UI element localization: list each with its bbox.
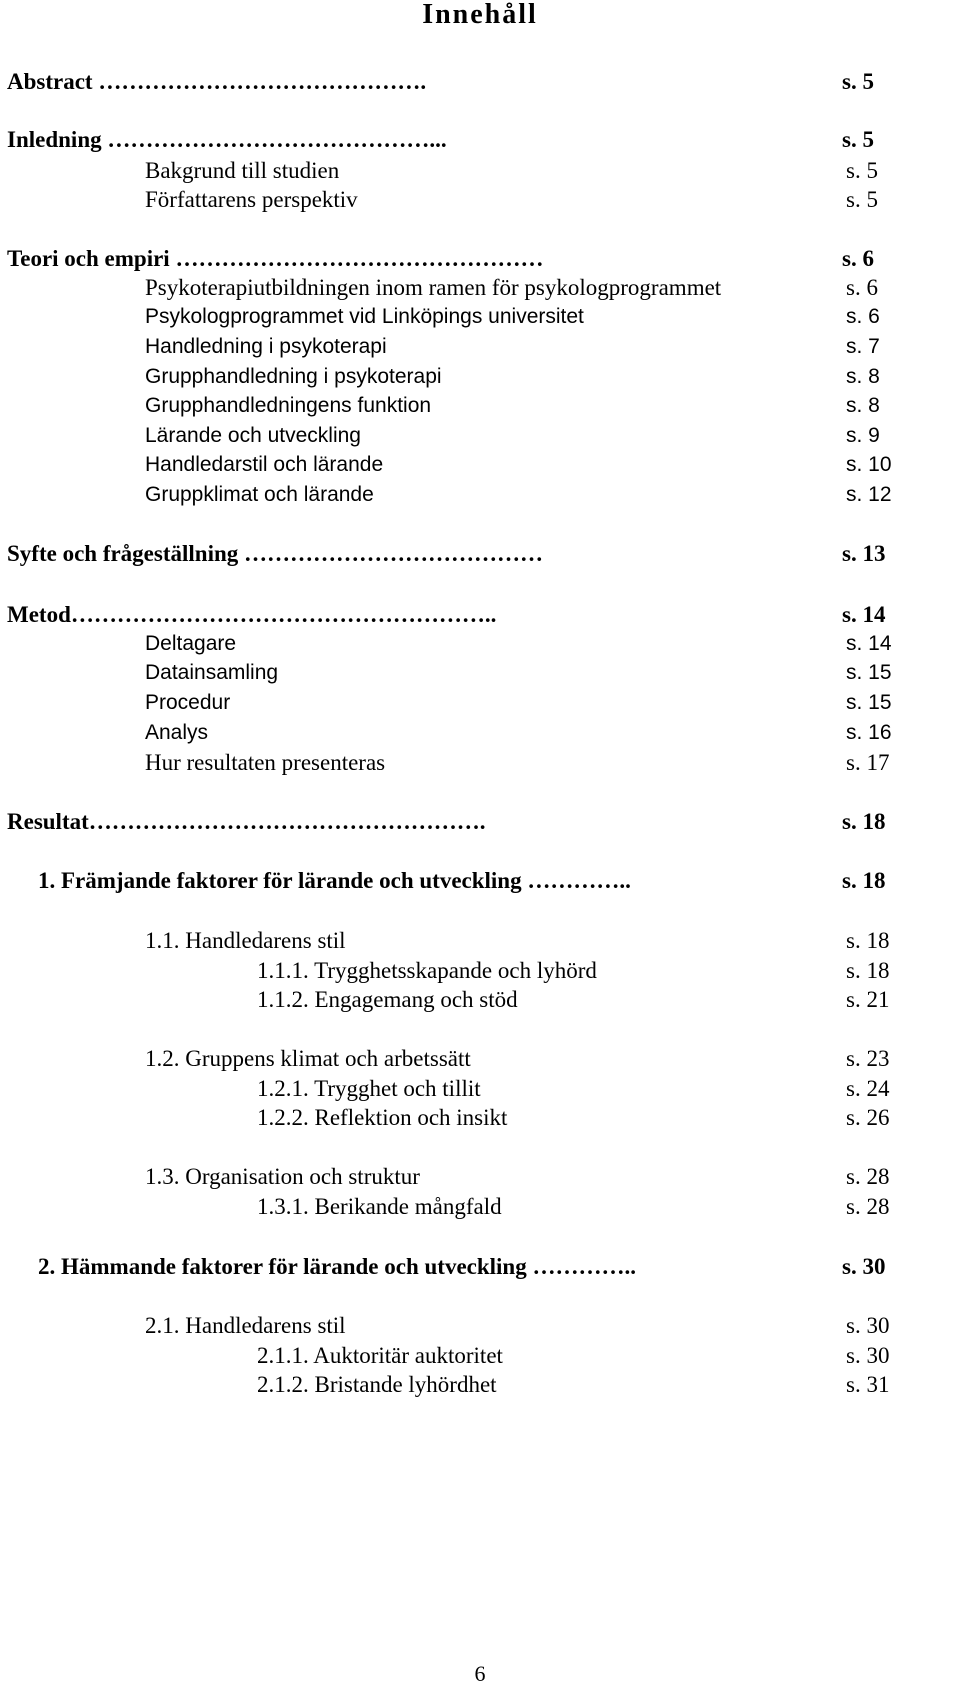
toc-label: 1.2. Gruppens klimat och arbetssätt	[145, 1046, 471, 1071]
toc-subentry[interactable]	[0, 421, 960, 451]
toc-page: s. 6	[842, 246, 874, 271]
toc-label: 1.2.1. Trygghet och tillit	[257, 1076, 481, 1101]
toc-subsubsection[interactable]	[0, 985, 960, 1015]
toc-page: s. 12	[846, 483, 892, 506]
toc-subentry[interactable]	[0, 185, 960, 215]
toc-entry-inledning[interactable]	[0, 125, 960, 155]
toc-leader: …………………………………	[244, 541, 544, 566]
toc-page: s. 30	[846, 1343, 890, 1368]
toc-label: Psykoterapiutbildningen inom ramen för psykologprogrammet	[145, 275, 722, 300]
toc-page: s. 9	[846, 424, 880, 447]
toc-label: Handledarstil och lärande	[145, 453, 384, 476]
toc-label: Procedur	[145, 691, 231, 714]
toc-label: Analys	[145, 721, 209, 744]
toc-subentry[interactable]	[0, 480, 960, 510]
toc-subentry[interactable]	[0, 450, 960, 480]
toc-page: s. 26	[846, 1105, 890, 1130]
toc-page: s. 13	[842, 541, 886, 566]
toc-page: s. 14	[842, 602, 886, 627]
toc-subentry[interactable]	[0, 302, 960, 332]
toc-label: Lärande och utveckling	[145, 424, 361, 447]
toc-label: Resultat	[7, 809, 89, 834]
toc-subsection[interactable]	[0, 926, 960, 956]
toc-subentry[interactable]	[0, 629, 960, 659]
toc-label: 1.3.1. Berikande mångfald	[257, 1194, 502, 1219]
toc-label: 1.1. Handledarens stil	[145, 928, 346, 953]
toc-page: s. 10	[846, 453, 892, 476]
toc-subsubsection[interactable]	[0, 1192, 960, 1222]
toc-entry-metod[interactable]	[0, 600, 960, 630]
toc-section-2[interactable]	[0, 1252, 960, 1282]
toc-label: Hur resultaten presenteras	[145, 750, 386, 775]
toc-leader: …………………………………….	[98, 69, 427, 94]
page-number: 6	[474, 1661, 486, 1686]
toc-leader: ………………………………………………..	[70, 602, 497, 627]
toc-page: s. 8	[846, 365, 880, 388]
toc-label: Metod	[7, 602, 71, 627]
toc-label: Deltagare	[145, 632, 237, 655]
toc-page: s. 17	[846, 750, 890, 775]
toc-subentry[interactable]	[0, 658, 960, 688]
toc-label: Psykologprogrammet vid Linköpings universitet	[145, 305, 584, 328]
toc-page: s. 18	[846, 928, 890, 953]
toc-page: s. 23	[846, 1046, 890, 1071]
toc-page: s. 7	[846, 335, 880, 358]
toc-label: 2.1.1. Auktoritär auktoritet	[257, 1343, 503, 1368]
toc-leader: …………..	[527, 868, 631, 893]
toc-page: s. 5	[842, 69, 874, 94]
toc-subentry[interactable]	[0, 273, 960, 303]
toc-page: s. 6	[846, 275, 878, 300]
toc-label: 1. Främjande faktorer för lärande och utveckling	[38, 868, 522, 893]
toc-page: s. 30	[842, 1254, 886, 1279]
toc-subentry[interactable]	[0, 748, 960, 778]
toc-page: s. 15	[846, 691, 892, 714]
toc-leader: ……………………………………...	[107, 127, 447, 152]
toc-subentry[interactable]	[0, 156, 960, 186]
toc-page: s. 30	[846, 1313, 890, 1338]
toc-page: s. 5	[846, 187, 878, 212]
toc-subentry[interactable]	[0, 718, 960, 748]
toc-label: Bakgrund till studien	[145, 158, 340, 183]
toc-label: 2. Hämmande faktorer för lärande och utveckling	[38, 1254, 527, 1279]
toc-subsubsection[interactable]	[0, 1074, 960, 1104]
toc-label: 1.1.1. Trygghetsskapande och lyhörd	[257, 958, 597, 983]
toc-page: s. 8	[846, 394, 880, 417]
toc-page: s. 18	[842, 809, 886, 834]
toc-label: Gruppklimat och lärande	[145, 483, 374, 506]
toc-page: s. 31	[846, 1372, 890, 1397]
toc-page: s. 18	[842, 868, 886, 893]
toc-subentry[interactable]	[0, 688, 960, 718]
toc-subentry[interactable]	[0, 332, 960, 362]
toc-subsubsection[interactable]	[0, 1370, 960, 1400]
toc-subentry[interactable]	[0, 362, 960, 392]
toc-entry-abstract[interactable]	[0, 67, 960, 97]
toc-page: s. 18	[846, 958, 890, 983]
toc-label: Grupphandledningens funktion	[145, 394, 432, 417]
toc-entry-teori[interactable]	[0, 244, 960, 274]
toc-page: s. 5	[846, 158, 878, 183]
toc-label: 2.1.2. Bristande lyhördhet	[257, 1372, 497, 1397]
toc-subsection[interactable]	[0, 1162, 960, 1192]
toc-label: Inledning	[7, 127, 102, 152]
toc-page: s. 6	[846, 305, 880, 328]
toc-label: 1.2.2. Reflektion och insikt	[257, 1105, 508, 1130]
toc-subentry[interactable]	[0, 391, 960, 421]
toc-label: Författarens perspektiv	[145, 187, 358, 212]
toc-page: s. 14	[846, 632, 892, 655]
toc-page: s. 21	[846, 987, 890, 1012]
toc-page: s. 15	[846, 661, 892, 684]
toc-label: Teori och empiri	[7, 246, 170, 271]
toc-subsection[interactable]	[0, 1311, 960, 1341]
toc-page: s. 28	[846, 1194, 890, 1219]
page-title: Innehåll	[422, 0, 538, 30]
toc-leader: …………..	[532, 1254, 636, 1279]
toc-label: Abstract	[7, 69, 93, 94]
toc-label: Grupphandledning i psykoterapi	[145, 365, 442, 388]
toc-leader: …………………………………………….	[88, 809, 486, 834]
toc-page: s. 16	[846, 721, 892, 744]
toc-entry-syfte[interactable]	[0, 539, 960, 569]
toc-leader: …………………………………………	[175, 246, 544, 271]
toc-label: Handledning i psykoterapi	[145, 335, 387, 358]
toc-label: 2.1. Handledarens stil	[145, 1313, 346, 1338]
toc-subsubsection[interactable]	[0, 956, 960, 986]
toc-section-1[interactable]	[0, 866, 960, 896]
toc-label: Datainsamling	[145, 661, 279, 684]
toc-label: 1.1.2. Engagemang och stöd	[257, 987, 518, 1012]
toc-subsubsection[interactable]	[0, 1341, 960, 1371]
toc-page: s. 28	[846, 1164, 890, 1189]
toc-entry-resultat[interactable]	[0, 807, 960, 837]
toc-label: Syfte och frågeställning	[7, 541, 239, 566]
toc-page: s. 24	[846, 1076, 890, 1101]
toc-page: s. 5	[842, 127, 874, 152]
toc-label: 1.3. Organisation och struktur	[145, 1164, 420, 1189]
toc-subsubsection[interactable]	[0, 1103, 960, 1133]
toc-subsection[interactable]	[0, 1044, 960, 1074]
